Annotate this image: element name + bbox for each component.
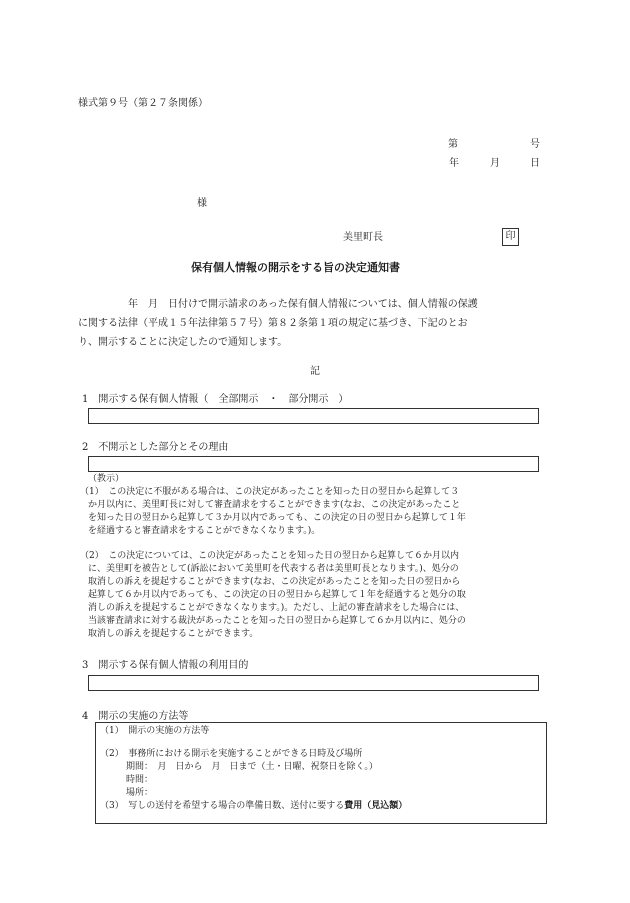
notice-item2-line1: （2） この決定については、この決定があったことを知った日の翌日から起算して６か月以内: [80, 551, 459, 561]
notice-item2-line6: 当該審査請求に対する裁決があったことを知った日の翌日から起算して６か月以内に、処分の: [88, 616, 466, 626]
notice-item1-line2: か月以内に、美里町長に対して審査請求をすることができます(なお、この決定があったこと: [88, 500, 461, 510]
section2-box: [88, 456, 539, 472]
section1-heading: 1 開示する保有個人情報（ 全部開示 ・ 部分開示 ）: [82, 394, 349, 405]
notice-item1-line3: を知った日の翌日から起算して３か月以内であっても、この決定の日の翌日から起算して１年: [88, 513, 466, 523]
section4-item1: （1） 開示の実施の方法等: [100, 726, 210, 736]
notice-item2-line4: 起算して６か月以内であっても、この決定の日の翌日から起算して１年を経過すると処分の取: [88, 590, 466, 600]
section4-time: 時間：: [126, 775, 154, 785]
notice-item2-line3: 取消しの訴えを提起することができます(なお、この決定があったことを知った日の翌日から: [88, 577, 461, 587]
section4-item2: （2） 事務所における開示を実施することができる日時及び場所: [100, 749, 363, 759]
section1-box: [88, 408, 539, 424]
seal-stamp: 印: [502, 228, 519, 246]
notice-item1-line4: を経過すると審査請求をすることができなくなります。)。: [88, 526, 321, 536]
date-year: 年: [449, 158, 459, 169]
section4-heading: 4 開示の実施の方法等: [82, 711, 189, 722]
section4-period: 期間： 月 日から 月 日まで（土・日曜、祝祭日を除く。）: [126, 762, 378, 772]
intro-line-2: に関する法律（平成１５年法律第５７号）第８２条第１項の規定に基づき、下記のとお: [78, 318, 468, 329]
addressee-honorific: 様: [197, 198, 207, 209]
number-label-dai: 第: [448, 139, 458, 150]
notice-label: （教示）: [88, 474, 125, 484]
section3-box: [88, 675, 539, 691]
notice-item2-line5: 消しの訴えを提起することができなくなります。)。ただし、上記の審査請求をした場合には、: [88, 603, 465, 613]
intro-line-1: 年 月 日付けで開示請求のあった保有個人情報については、個人情報の保護: [128, 299, 478, 310]
section3-heading: 3 開示する保有個人情報の利用目的: [82, 660, 249, 671]
section4-item3: [100, 800, 407, 812]
notice-item2-line7: 取消しの訴えを提起することができます。: [88, 629, 259, 639]
form-number: 様式第９号（第２７条関係）: [78, 98, 208, 109]
date-month: 月: [490, 158, 500, 169]
section4-place: 場所：: [126, 788, 154, 798]
document-title: 保有個人情報の開示をする旨の決定通知書: [191, 261, 400, 274]
notice-item2-line2: に、美里町を被告として(訴訟において美里町を代表する者は美里町長となります。)、処分の: [88, 564, 459, 574]
section4-item3-prefix: （3） 写しの送付を希望する場合の準備日数、送付に要する: [100, 801, 345, 811]
section2-heading: 2 不開示とした部分とその理由: [82, 442, 229, 453]
ki-label: 記: [310, 366, 320, 377]
intro-line-3: り、開示することに決定したので通知します。: [78, 337, 288, 348]
section4-item3-bold: 費用（見込額）: [344, 801, 408, 811]
number-label-go: 号: [530, 139, 540, 150]
date-day: 日: [530, 158, 540, 169]
notice-item1-line1: （1） この決定に不服がある場合は、この決定があったことを知った日の翌日から起算して３: [80, 487, 460, 497]
sender-name: 美里町長: [343, 232, 383, 243]
